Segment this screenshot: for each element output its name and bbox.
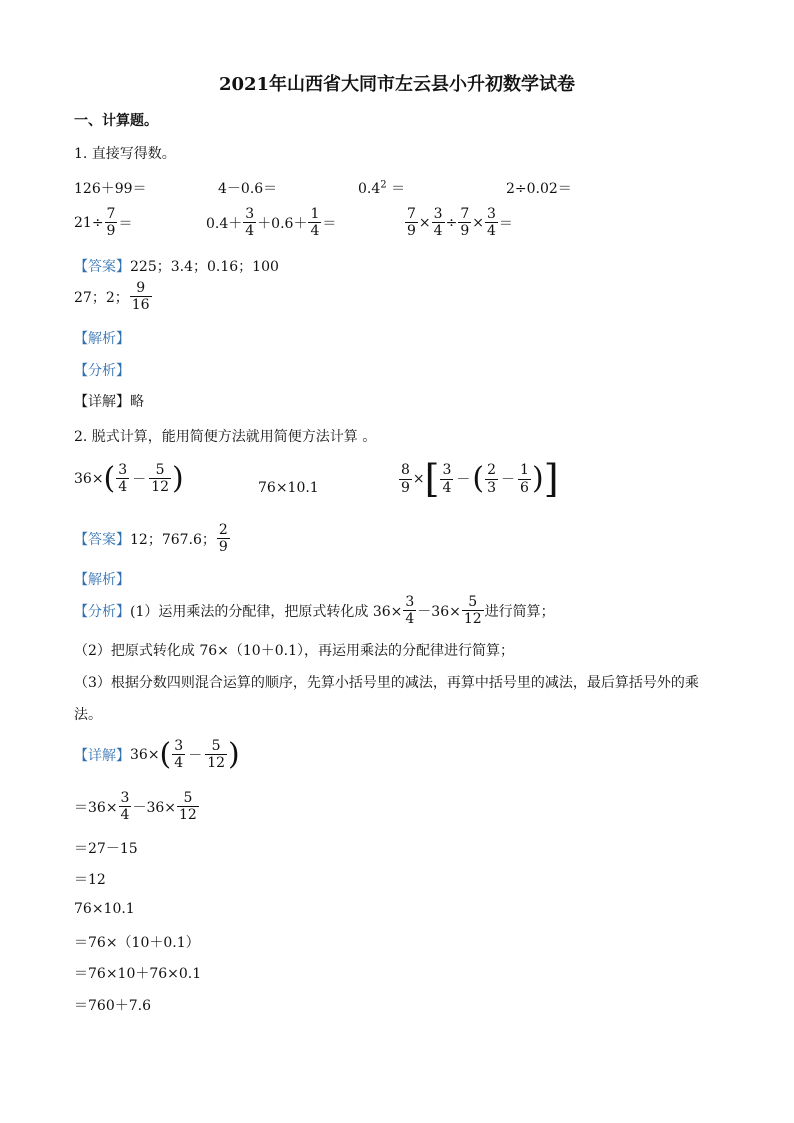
section-heading: 一、计算题。 [74, 113, 158, 129]
q1-expr-3: $0.4^2$ ＝ [358, 179, 406, 197]
q2-detail: 【详解】 36× ( $\frac{3}{4}$ － $\frac{5}{12}$ ) [74, 736, 240, 772]
q1-jiexi: 【解析】 [74, 331, 130, 347]
q2-fenxi-2: （2）把原式转化成 76×（10＋0.1），再运用乘法的分配律进行简算； [74, 643, 514, 659]
answer-tag: 【答案】 [74, 259, 130, 275]
q2-step-2: ＝27－15 [74, 841, 138, 857]
q1-answer-line2: 27；2； $\frac{9}{16}$ [74, 280, 150, 314]
q2-step-4: 76×10.1 [74, 901, 135, 917]
q2-step-5: ＝76×（10＋0.1） [74, 935, 200, 951]
q2-expr-3: $\frac{8}{9}$ × [ $\frac{3}{4}$ － ( $\frac{2}{3}$ － $\frac{1}{6}$ ) ] [401, 457, 559, 501]
q1-expr-7: $\frac{7}{9}$ × $\frac{3}{4}$ ÷ $\frac{7}{9}$ × $\frac{3}{4}$ ＝ [407, 206, 513, 240]
q2-step-6: ＝76×10＋76×0.1 [74, 966, 202, 982]
q1-xiangjie: 【详解】略 [74, 394, 144, 410]
q2-step-7: ＝760＋7.6 [74, 998, 151, 1014]
q2-expr-1: 36× ( $\frac{3}{4}$ － $\frac{5}{12}$ ) [74, 460, 184, 496]
q2-prompt: 2. 脱式计算，能用简便方法就用简便方法计算 。 [74, 429, 377, 445]
q1-expr-1: 126＋99＝ [74, 181, 147, 197]
q2-fenxi-1: 【分析】 (1）运用乘法的分配律，把原式转化成 36× $\frac{3}{4}$ －36× $\frac{5}{12}$ 进行简算； [74, 594, 555, 628]
q1-expr-5: 21÷ $\frac{7}{9}$ ＝ [74, 206, 133, 240]
q1-expr-6: 0.4＋ $\frac{3}{4}$ ＋0.6＋ $\frac{1}{4}$ ＝ [206, 206, 337, 240]
q2-fenxi-3b: 法。 [74, 707, 102, 723]
q1-expr-4: 2÷0.02＝ [506, 181, 572, 197]
q2-step-3: ＝12 [74, 872, 106, 888]
q2-answer: 【答案】 12；767.6； $\frac{2}{9}$ [74, 522, 228, 556]
q2-jiexi: 【解析】 [74, 572, 130, 588]
q2-step-1: ＝36× $\frac{3}{4}$ －36× $\frac{5}{12}$ [74, 790, 197, 824]
answer-tag: 【答案】 [74, 531, 130, 548]
q2-expr-2: 76×10.1 [258, 480, 319, 496]
q1-prompt: 1. 直接写得数。 [74, 146, 176, 162]
q1-expr-2: 4－0.6＝ [218, 181, 278, 197]
q2-fenxi-3a: （3）根据分数四则混合运算的顺序，先算小括号里的减法，再算中括号里的减法，最后算括号外的乘 [74, 675, 699, 691]
q1-answer: 【答案】225；3.4；0.16；100 [74, 259, 279, 275]
q1-fenxi: 【分析】 [74, 363, 130, 379]
page-title: 2021年山西省大同市左云县小升初数学试卷 [218, 74, 576, 95]
